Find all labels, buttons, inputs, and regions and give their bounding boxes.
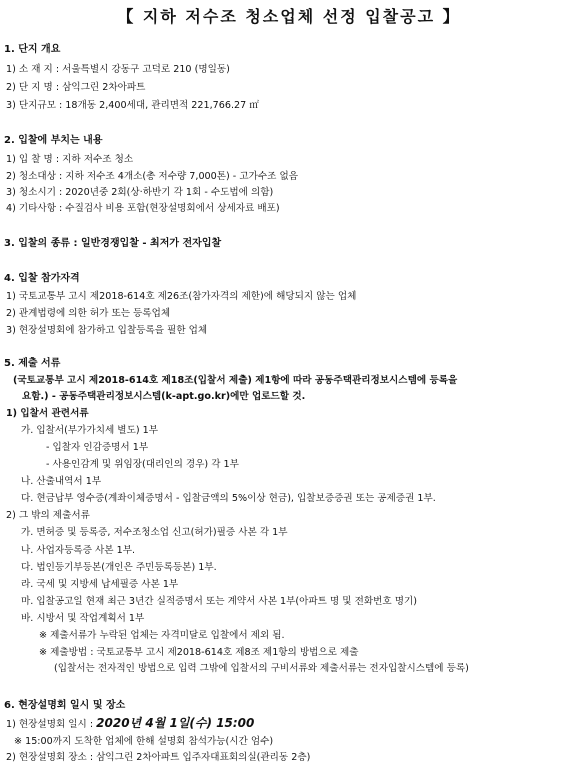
section-4-heading: 4. 입찰 참가자격 — [4, 273, 80, 284]
s6-datetime-value: 2020년 4월 1일(수) 15:00 — [96, 716, 255, 730]
s6-arrival-note: ※ 15:00까지 도착한 업체에 한해 설명회 참석가능(시간 엄수) — [14, 736, 274, 747]
s5-sub2-item-ba: 바. 시방서 및 작업계획서 1부 — [21, 613, 145, 624]
s5-sub1-item-ga: 가. 입찰서(부가가치세 별도) 1부 — [21, 425, 158, 436]
s1-item-2: 2) 단 지 명 : 삼익그린 2차아파트 — [6, 82, 146, 93]
s6-datetime-label: 1) 현장설명회 일시 : — [6, 719, 97, 730]
s4-item-3: 3) 현장설명회에 참가하고 입찰등록을 필한 업체 — [6, 325, 208, 336]
section-1-heading: 1. 단지 개요 — [4, 44, 61, 55]
s2-item-4: 4) 기타사항 : 수질검사 비용 포함(현장설명회에서 상세자료 배포) — [6, 203, 280, 214]
s5-sub-1-heading: 1) 입찰서 관련서류 — [6, 408, 89, 419]
s2-item-2: 2) 청소대상 : 지하 저수조 4개소(총 저수량 7,000톤) - 고가수조 없음 — [6, 171, 298, 182]
s6-datetime-line — [6, 717, 254, 731]
s6-location-line: 2) 현장설명회 장소 : 삼익그린 2차아파트 입주자대표회의실(관리동 2층) — [6, 752, 311, 763]
s1-item-3: 3) 단지규모 : 18개동 2,400세대, 관리면적 221,766.27 ㎡ — [6, 100, 259, 111]
s5-sub2-item-da: 다. 법인등기부등본(개인은 주민등록등본) 1부. — [21, 562, 217, 573]
s4-item-2: 2) 관계법령에 의한 허가 또는 등록업체 — [6, 308, 171, 319]
section-3-heading: 3. 입찰의 종류 : 일반경쟁입찰 - 최저가 전자입찰 — [4, 238, 222, 249]
s5-note-line-2: 요함.) - 공동주택관리정보시스템(k-apt.go.kr)에만 업로드할 것. — [22, 391, 306, 402]
s5-note-missing-docs: ※ 제출서류가 누락된 업체는 자격미달로 입찰에서 제외 됨. — [39, 630, 285, 641]
s5-sub1-item-ga-2: - 사용인감계 및 위임장(대리인의 경우) 각 1부 — [46, 459, 239, 470]
section-6-heading: 6. 현장설명회 일시 및 장소 — [4, 700, 126, 711]
s5-sub1-item-da: 다. 현금납부 영수증(계좌이체증명서 - 입찰금액의 5%이상 현금), 입찰보증증권 또는 공제증권 1부. — [21, 493, 436, 504]
s5-sub1-item-na: 나. 산출내역서 1부 — [21, 476, 102, 487]
s5-note-line-1: (국토교통부 고시 제2018-614호 제18조(입찰서 제출) 제1항에 따라 공동주택관리정보시스템에 등록을 — [13, 375, 458, 386]
s5-sub2-item-ma: 마. 입찰공고일 현재 최근 3년간 실적증명서 또는 계약서 사본 1부(아파트 명 및 전화번호 명기) — [21, 596, 418, 607]
section-5-heading: 5. 제출 서류 — [4, 358, 61, 369]
s5-note-submission-detail: (입찰서는 전자적인 방법으로 입력 그밖에 입찰서의 구비서류와 제출서류는 전자입찰시스템에 등록) — [54, 663, 469, 674]
s5-sub1-item-ga-1: - 입찰자 인감증명서 1부 — [46, 442, 149, 453]
s2-item-3: 3) 청소시기 : 2020년중 2회(상·하반기 각 1회 - 수도법에 의함) — [6, 187, 274, 198]
s2-item-1: 1) 입 찰 명 : 지하 저수조 청소 — [6, 154, 134, 165]
s5-sub2-item-ra: 라. 국세 및 지방세 납세필증 사본 1부 — [21, 579, 179, 590]
section-2-heading: 2. 입찰에 부치는 내용 — [4, 135, 103, 146]
s5-note-submission-method: ※ 제출방법 : 국토교통부 고시 제2018-614호 제8조 제1항의 방법으로 제출 — [39, 647, 359, 658]
s5-sub-2-heading: 2) 그 밖의 제출서류 — [6, 510, 90, 521]
s5-sub2-item-ga: 가. 면허증 및 등록증, 저수조청소업 신고(허가)필증 사본 각 1부 — [21, 527, 288, 538]
page-title: 【 지하 저수조 청소업체 선정 입찰공고 】 — [117, 7, 461, 26]
s5-sub2-item-na: 나. 사업자등록증 사본 1부. — [21, 545, 136, 556]
s4-item-1: 1) 국토교통부 고시 제2018-614호 제26조(참가자격의 제한)에 해당되지 않는 업체 — [6, 291, 357, 302]
s1-item-1: 1) 소 재 지 : 서울특별시 강동구 고덕로 210 (명일동) — [6, 64, 230, 75]
